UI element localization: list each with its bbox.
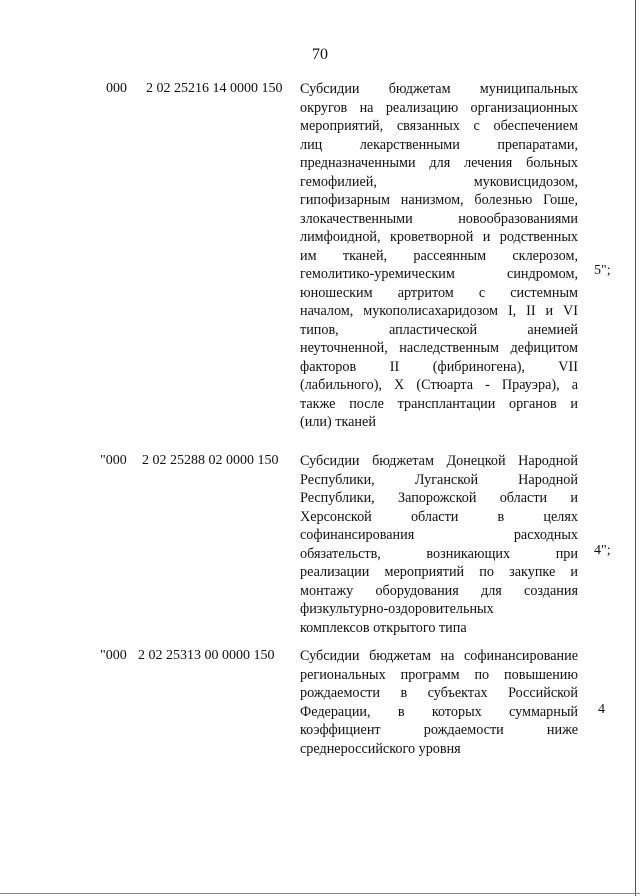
description-line: гипофизарным нанизмом, болезнью Гоше, [300,192,578,208]
row-description [300,452,578,637]
description-line: обязательств, возникающих при [300,545,578,562]
admin-code: 000 [106,81,127,96]
description-line: софинансирования расходных [300,527,578,543]
budget-classification-code: 2 02 25216 14 0000 150 [146,81,283,96]
description-line: лиц лекарственными препаратами, [300,136,578,153]
budget-classification-code: 2 02 25288 02 0000 150 [142,453,279,468]
description-line: также после трансплантации органов и [300,395,578,412]
row-description [300,80,578,432]
admin-code: "000 [100,648,127,663]
description-line: коэффициент рождаемости ниже [300,722,578,738]
description-line: Субсидии бюджетам Донецкой Народной [300,453,578,469]
description-line: региональных программ по повышению [300,666,578,683]
description-line: лимфоидной, кроветворной и родственных [300,229,578,245]
description-line: округов на реализацию организационных [300,99,578,116]
description-line: комплексов открытого типа [300,619,467,636]
description-line: (лабильного), X (Стюарта - Прауэра), а [300,377,578,393]
page-number: 70 [312,46,328,63]
description-line: предназначенными для лечения больных [300,155,578,171]
description-line: среднероссийского уровня [300,740,461,757]
description-line: рождаемости в субъектах Российской [300,685,578,701]
description-line: Субсидии бюджетам на софинансирование [300,648,578,664]
description-line: типов, апластической анемией [300,321,578,338]
description-line: им тканей, рассеянным склерозом, [300,247,578,264]
description-line: монтажу оборудования для создания [300,582,578,599]
description-line: юношеским артритом с системным [300,284,578,301]
description-line: Федерации, в которых суммарный [300,703,578,720]
description-line: физкультурно-оздоровительных [300,601,494,617]
description-line: неуточненной, наследственным дефицитом [300,340,578,356]
description-line: злокачественными новообразованиями [300,210,578,227]
description-line: факторов II (фибриногена), VII [300,358,578,375]
description-line: мероприятий, связанных с обеспечением [300,118,578,134]
description-line: (или) тканей [300,414,376,430]
description-line: реализации мероприятий по закупке и [300,564,578,580]
row-description [300,647,578,758]
scan-bottom-edge [0,893,640,894]
description-line: гемофилией, муковисцидозом, [300,173,578,190]
amount-cell: 4"; [594,543,611,558]
description-line: Республики, Запорожской области и [300,490,578,506]
admin-code: "000 [100,453,127,468]
description-line: Республики, Луганской Народной [300,471,578,488]
budget-classification-code: 2 02 25313 00 0000 150 [138,648,275,663]
amount-cell: 5"; [594,263,611,278]
description-line: гемолитико-уремическим синдромом, [300,266,578,282]
description-line: Херсонской области в целях [300,508,578,525]
description-line: Субсидии бюджетам муниципальных [300,81,578,97]
amount-cell: 4 [598,702,605,717]
description-line: началом, мукополисахаридозом I, II и VI [300,303,578,319]
scan-edge-line [635,0,636,896]
